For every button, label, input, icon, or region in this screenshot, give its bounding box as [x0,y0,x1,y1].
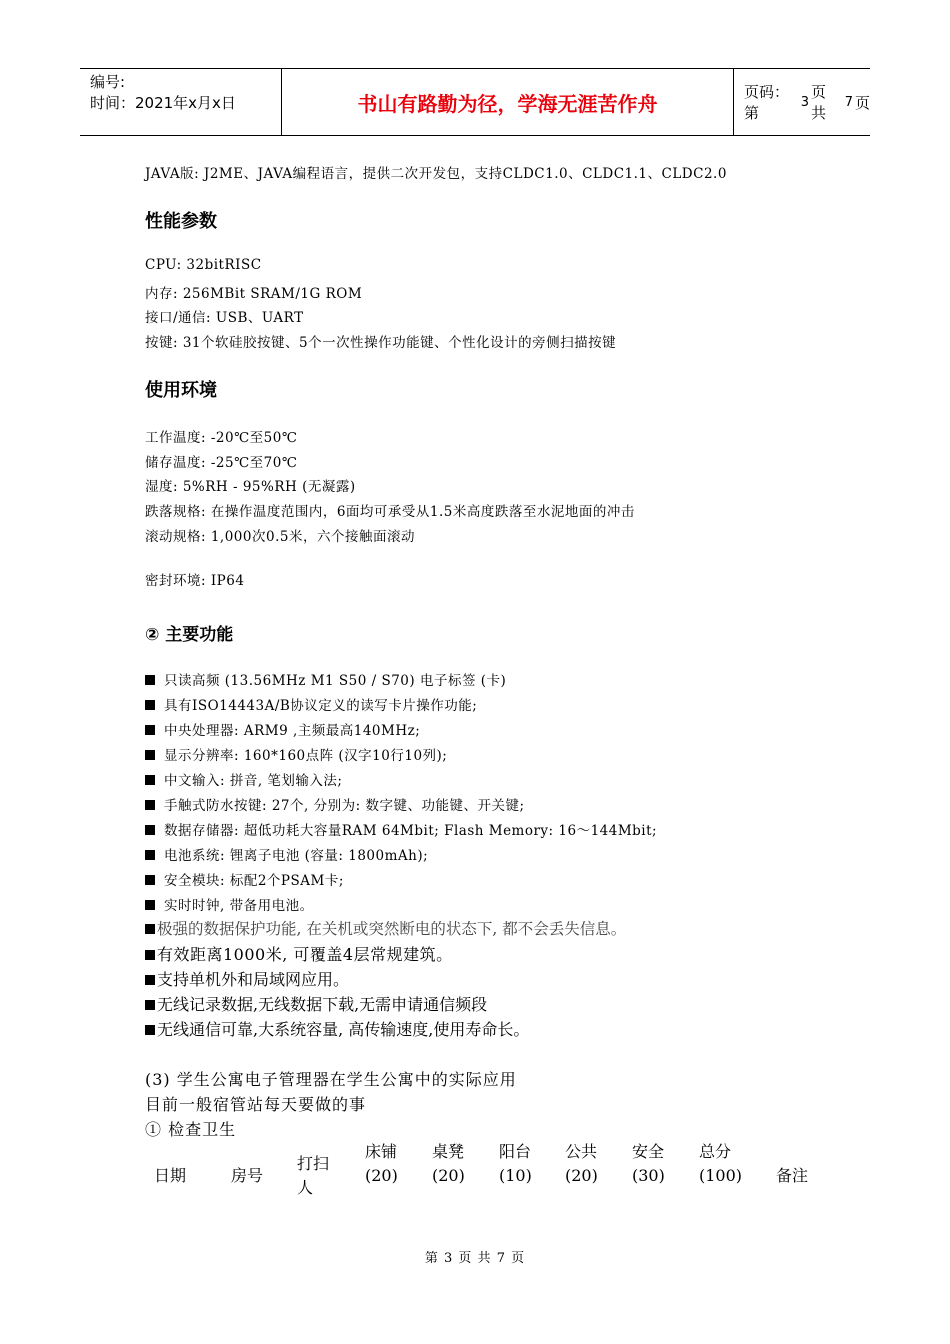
page-prefix: 页码：第 [744,83,790,122]
function-item: 中文输入: 拼音, 笔划输入法; [145,769,342,789]
table-header-total: 总分(100) [699,1142,743,1185]
function-extra-item: 无线通信可靠,大系统容量, 高传输速度,使用寿命长。 [145,1017,529,1040]
performance-line: CPU: 32bitRISC [145,257,262,273]
page-header [80,68,870,136]
bullet-square-icon [145,1025,155,1035]
table-header-remarks: 备注 [776,1166,809,1185]
function-item: 安全模块: 标配2个PSAM卡; [145,869,344,889]
bullet-square-icon [145,975,155,985]
environment-line: 跌落规格: 在操作温度范围内，6面均可承受从1.5米高度跌落至水泥地面的冲击 [145,504,635,520]
application-line: ① 检查卫生 [145,1120,237,1139]
environment-line: 湿度: 5%RH - 95%RH (无凝露) [145,479,356,495]
environment-line: 工作温度: -20℃至50℃ [145,430,298,446]
bullet-square-icon [145,750,155,760]
function-extra-item: 有效距离1000米, 可覆盖4层常规建筑。 [145,942,453,965]
page-suffix: 页 [854,93,870,112]
bullet-square-icon [145,924,155,934]
function-item: 中央处理器: ARM9 ,主频最高140MHz; [145,719,420,739]
table-header-safety: 安全(30) [632,1142,665,1185]
intro-line: JAVA版: J2ME、JAVA编程语言，提供二次开发包，支持CLDC1.0、CLDC1.1、CLDC2.0 [145,166,727,182]
function-item: 手触式防水按键: 27个, 分别为: 数字键、功能键、开关键; [145,794,525,814]
bullet-square-icon [145,800,155,810]
table-header-cleaner: 打扫人 [297,1154,330,1197]
table-header-date: 日期 [154,1166,187,1185]
function-item: 数据存储器: 超低功耗大容量RAM 64Mbit; Flash Memory: 16～144Mbit; [145,819,657,839]
function-item: 只读高频 (13.56MHz M1 S50 / S70) 电子标签 (卡) [145,669,506,689]
table-header-public: 公共(20) [565,1142,598,1185]
table-header-bed: 床铺(20) [365,1142,398,1185]
function-item: 具有ISO14443A/B协议定义的读写卡片操作功能; [145,694,477,714]
performance-line: 按键: 31个软硅胶按键、5个一次性操作功能键、个性化设计的旁侧扫描按键 [145,335,617,351]
table-header-room: 房号 [231,1166,264,1185]
environment-heading: 使用环境 [145,380,217,401]
bullet-square-icon [145,1000,155,1010]
function-extra-item: 无线记录数据,无线数据下载,无需申请通信频段 [145,992,487,1015]
application-line: 目前一般宿管站每天要做的事 [145,1095,367,1114]
environment-line: 储存温度: -25℃至70℃ [145,455,298,471]
time-label: 时间：2021年x月x日 [90,94,236,112]
bullet-square-icon [145,825,155,835]
header-meta [80,69,282,135]
function-item: 实时时钟, 带备用电池。 [145,894,314,914]
sealing-line: 密封环境: IP64 [145,573,245,589]
performance-heading: 性能参数 [145,211,217,232]
table-header-desk: 桌凳(20) [432,1142,465,1185]
bullet-square-icon [145,675,155,685]
page-current: 3 [800,94,809,110]
bullet-square-icon [145,850,155,860]
page-footer: 第 3 页 共 7 页 [424,1251,526,1266]
function-item: 显示分辨率: 160*160点阵 (汉字10行10列); [145,744,447,764]
page-total: 7 [844,94,853,110]
functions-heading: ② 主要功能 [145,625,234,645]
bullet-square-icon [145,775,155,785]
function-extra-item: 支持单机外和局域网应用。 [145,967,349,990]
function-item: 电池系统: 锂离子电池 (容量: 1800mAh); [145,844,428,864]
table-header-balcony: 阳台(10) [499,1142,532,1185]
bullet-square-icon [145,950,155,960]
environment-line: 滚动规格: 1,000次0.5米，六个接触面滚动 [145,529,415,545]
page-mid: 页 共 [811,83,827,122]
header-page-number [734,69,870,135]
performance-line: 内存: 256MBit SRAM/1G ROM [145,286,363,302]
bullet-square-icon [145,725,155,735]
header-motto: 书山有路勤为径，学海无涯苦作舟 [282,69,734,135]
number-label: 编号: [90,73,126,91]
bullet-square-icon [145,700,155,710]
performance-line: 接口/通信: USB、UART [145,310,304,326]
bullet-square-icon [145,875,155,885]
bullet-square-icon [145,900,155,910]
function-extra-item: 极强的数据保护功能, 在关机或突然断电的状态下, 都不会丢失信息。 [145,917,626,939]
application-line: (3) 学生公寓电子管理器在学生公寓中的实际应用 [145,1070,517,1089]
